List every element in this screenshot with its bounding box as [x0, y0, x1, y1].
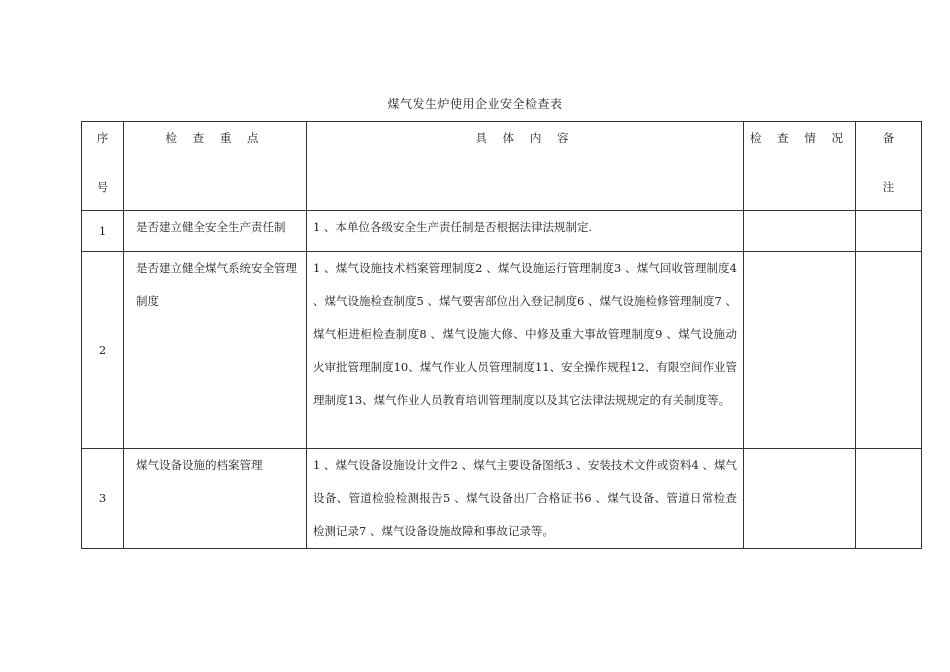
table-row	[82, 449, 922, 549]
header-status-label: 检 查 情 况	[750, 131, 849, 145]
row-status[interactable]	[744, 449, 856, 549]
row-focus: 是否建立健全安全生产责任制	[124, 211, 307, 252]
header-seq	[82, 122, 124, 211]
header-note	[856, 122, 922, 211]
inspection-table	[81, 121, 922, 549]
header-content	[307, 122, 744, 211]
header-seq-top: 序	[96, 131, 109, 145]
header-status	[744, 122, 856, 211]
row-number: 3	[82, 449, 124, 549]
row-note[interactable]	[856, 252, 922, 449]
header-row	[82, 122, 922, 211]
header-note-bottom: 注	[882, 180, 895, 194]
row-focus: 煤气设备设施的档案管理	[124, 449, 307, 549]
header-focus-label: 检 查 重 点	[165, 131, 265, 145]
row-status[interactable]	[744, 211, 856, 252]
row-note[interactable]	[856, 211, 922, 252]
row-number: 2	[82, 252, 124, 449]
header-note-top: 备	[882, 131, 895, 145]
header-content-label: 具 体 内 容	[475, 131, 575, 145]
row-content: 1 、煤气设备设施设计文件2 、煤气主要设备图纸3 、安装技术文件或资料4 、煤气设备、管道检验检测报告5 、煤气设备出厂合格证书6 、煤气设备、管道日常检查检测记录7 、煤气设备设施故障和事故记录等。	[307, 449, 744, 549]
row-focus: 是否建立健全煤气系统安全管理制度	[124, 252, 307, 449]
header-seq-bottom: 号	[96, 180, 109, 194]
row-status[interactable]	[744, 252, 856, 449]
header-focus	[124, 122, 307, 211]
table-row	[82, 211, 922, 252]
row-note[interactable]	[856, 449, 922, 549]
table-row	[82, 252, 922, 449]
document-title: 煤气发生炉使用企业安全检查表	[387, 97, 563, 111]
row-content: 1 、本单位各级安全生产责任制是否根据法律法规制定.	[307, 211, 744, 252]
row-number: 1	[82, 211, 124, 252]
row-content: 1 、煤气设施技术档案管理制度2 、煤气设施运行管理制度3 、煤气回收管理制度4 、煤气设施检查制度5 、煤气要害部位出入登记制度6 、煤气设施检修管理制度7 、煤气柜进柜检查制度8 、煤气设施大修、中修及重大事故管理制度9 、煤气设施动火审批管理制度10、煤气作业人员管理制度11、安全操作规程12、有限空间作业管理制度13、煤气作业人员教育培训管理制度以及其它法律法规规定的有关制度等。	[307, 252, 744, 449]
